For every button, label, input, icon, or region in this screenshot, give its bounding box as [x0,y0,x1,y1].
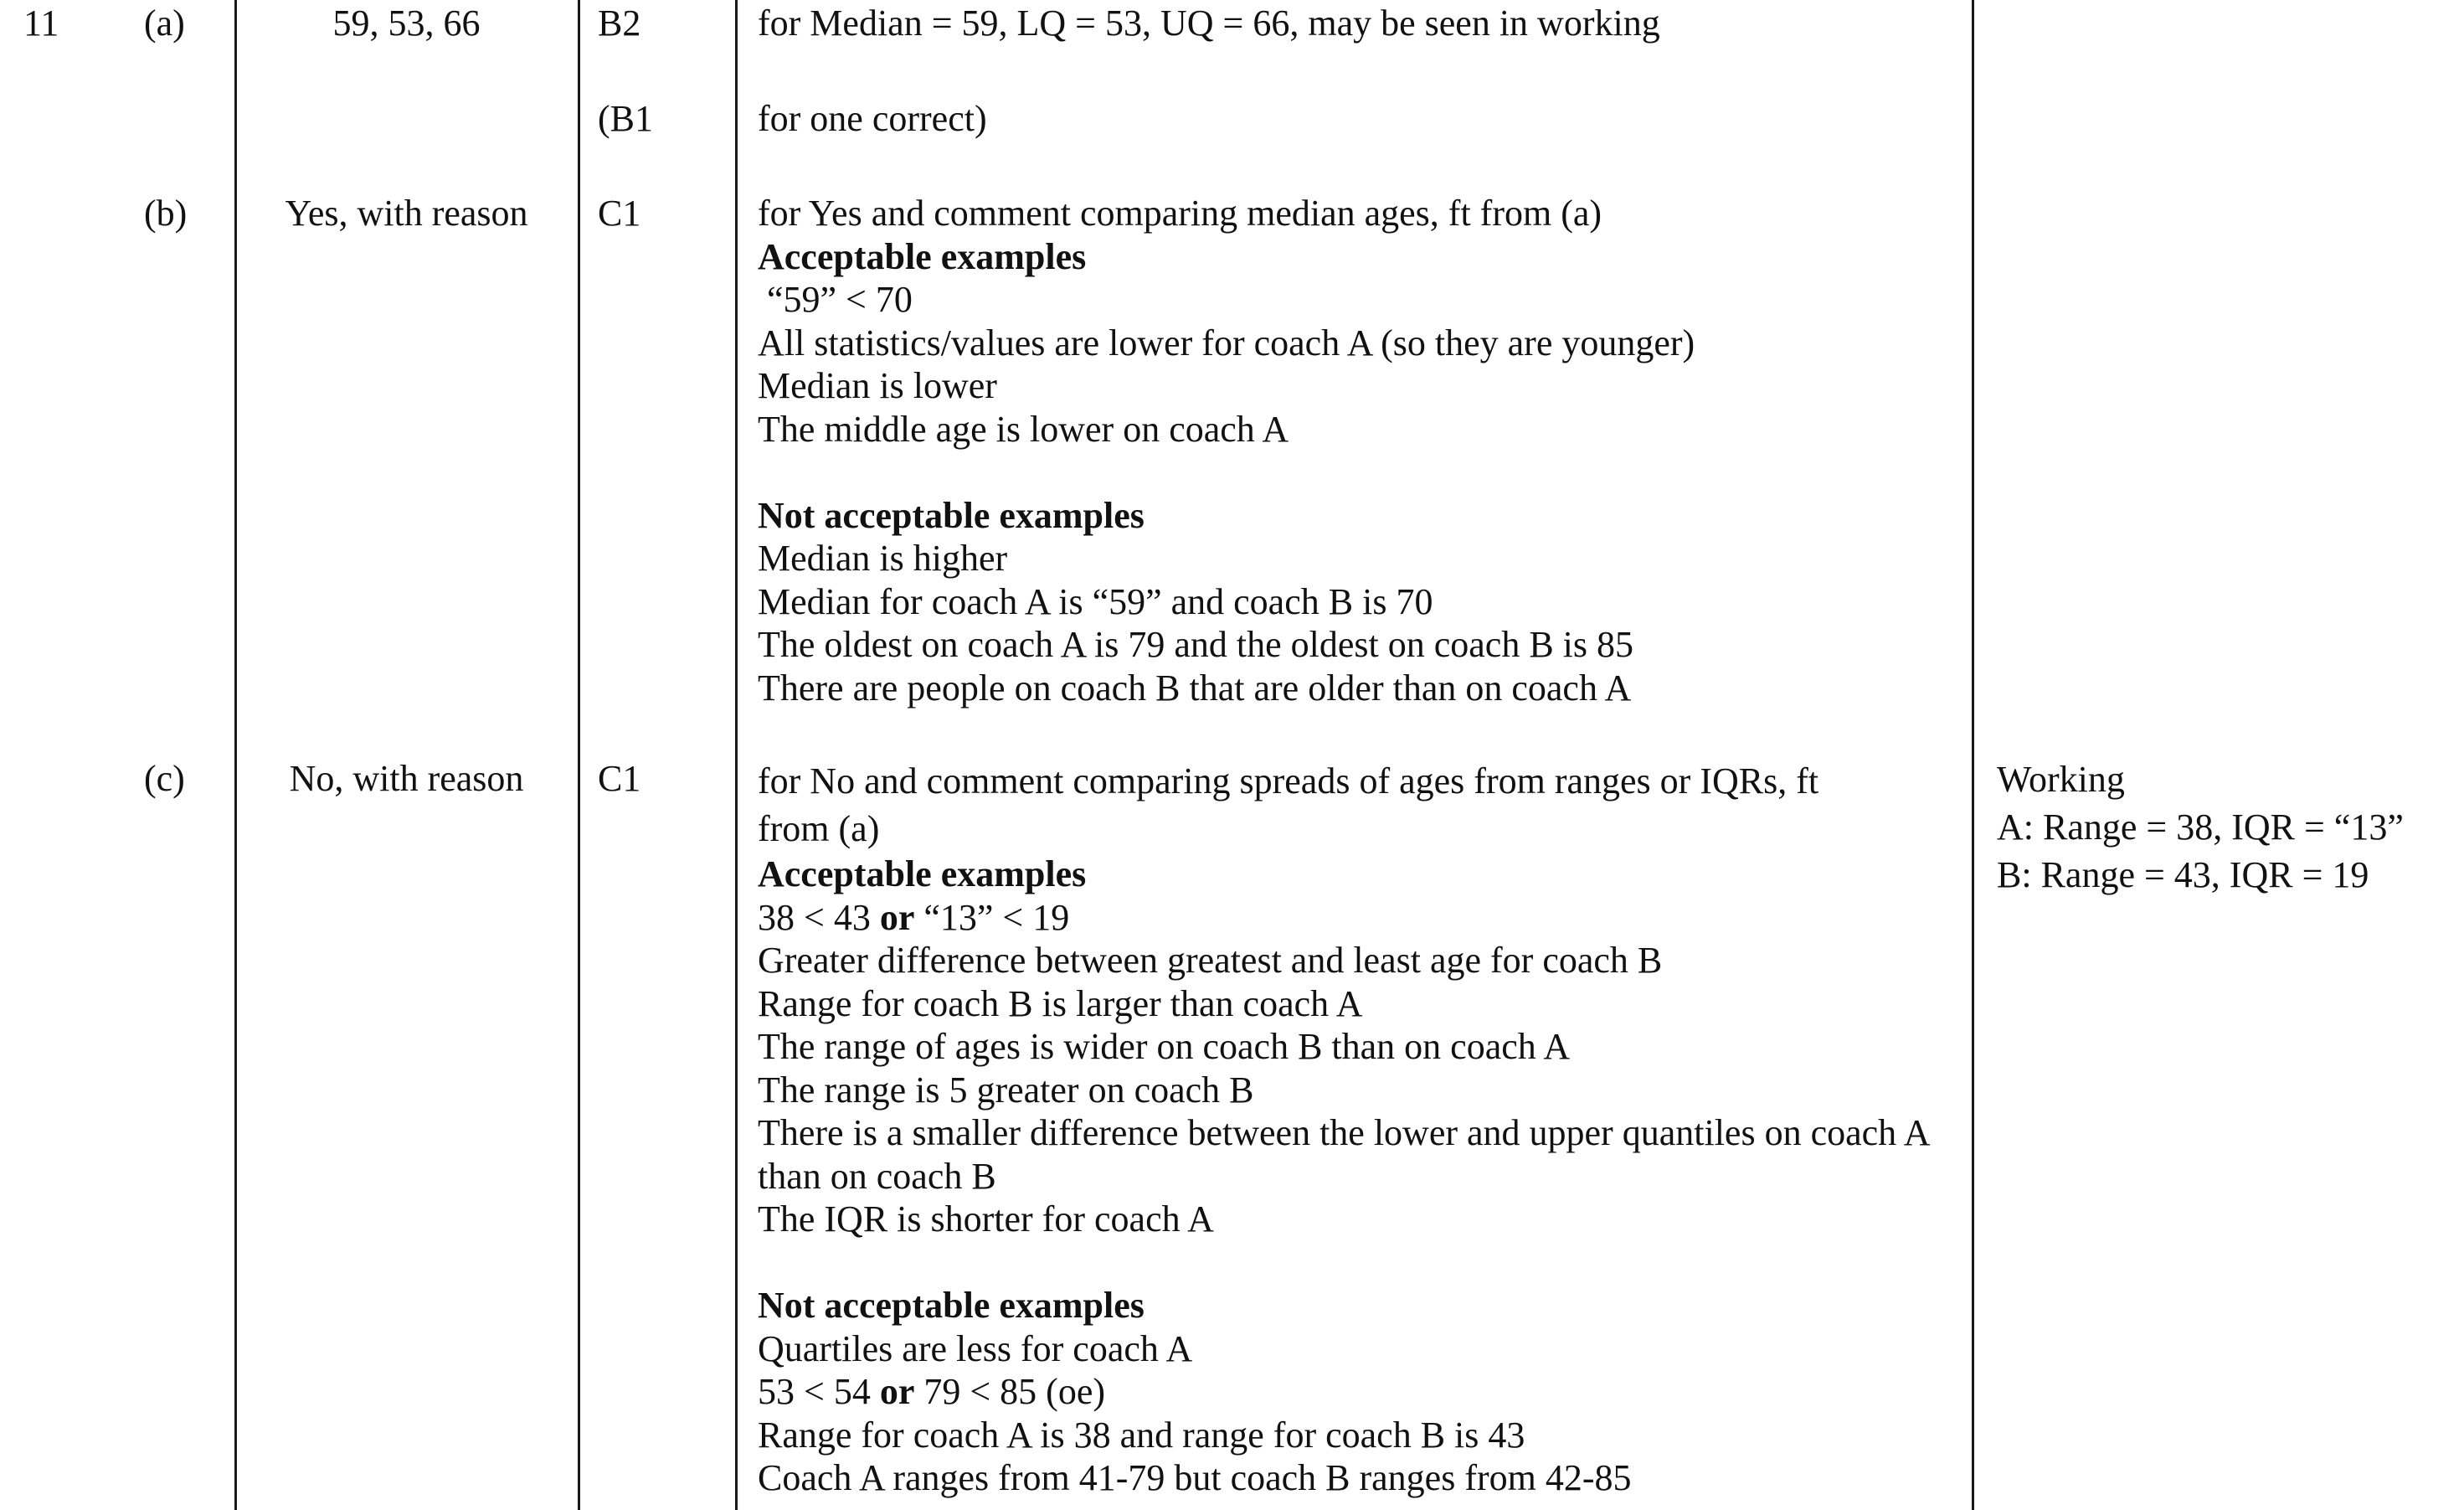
part-a-label: (a) [144,3,185,44]
part-c-not-acceptable-item: Coach A ranges from 41-79 but coach B ranges from 42-85 [758,1457,1632,1498]
working-notes [1997,755,2464,899]
working-title: Working [1997,759,2125,800]
column-rule-3 [735,0,738,1510]
part-b-acceptable-item: Median is lower [758,365,997,406]
part-a-note-1: for Median = 59, LQ = 53, UQ = 66, may be seen in working [758,3,1660,44]
part-c-mark: C1 [598,758,641,799]
part-b-not-acceptable-item: There are people on coach B that are older than on coach A [758,667,1632,709]
part-b-not-acceptable-item: Median is higher [758,538,1008,579]
part-c-acceptable-item: The IQR is shorter for coach A [758,1198,1214,1239]
part-c-acceptable-item: The range is 5 greater on coach B [758,1069,1254,1111]
part-b-acceptable-item: All statistics/values are lower for coach A (so they are younger) [758,322,1695,363]
part-c-acceptable-item: 38 < 43 or “13” < 19 [758,896,1070,938]
part-b-not-acceptable-heading: Not acceptable examples [758,494,1145,536]
part-b-mark: C1 [598,193,641,234]
part-c-notes [758,757,1963,1500]
part-b-not-acceptable-item: The oldest on coach A is 79 and the oldest on coach B is 85 [758,624,1634,665]
part-c-answer: No, with reason [289,758,524,799]
part-b-not-acceptable-item: Median for coach A is “59” and coach B is 70 [758,580,1433,622]
spacer [758,451,1963,494]
part-c-not-acceptable-heading: Not acceptable examples [758,1285,1145,1326]
part-c-acceptable-item: Range for coach B is larger than coach A [758,982,1363,1024]
column-rule-2 [578,0,580,1510]
part-b-intro: for Yes and comment comparing median ages, ft from (a) [758,193,1602,234]
part-c-intro-2: from (a) [758,808,880,849]
part-c-label: (c) [144,758,185,799]
part-b-acceptable-heading: Acceptable examples [758,235,1087,277]
part-c-acceptable-item: than on coach B [758,1155,996,1197]
part-b-acceptable-item: The middle age is lower on coach A [758,408,1289,450]
column-rule-4 [1972,0,1974,1510]
part-b-answer: Yes, with reason [285,193,528,234]
part-c-intro-1: for No and comment comparing spreads of ages from ranges or IQRs, ft [758,760,1819,801]
part-c-not-acceptable-item: Range for coach A is 38 and range for coach B is 43 [758,1414,1525,1456]
part-b-notes [758,192,1963,709]
part-a-mark-b1: (B1 [598,98,653,139]
working-coach-a: A: Range = 38, IQR = “13” [1997,807,2404,848]
part-b-label: (b) [144,193,188,234]
part-c-acceptable-heading: Acceptable examples [758,853,1087,894]
part-a-note-2: for one correct) [758,98,987,139]
working-coach-b: B: Range = 43, IQR = 19 [1997,854,2369,895]
part-c-acceptable-item: The range of ages is wider on coach B than on coach A [758,1026,1571,1067]
part-a-mark: B2 [598,3,641,44]
part-c-acceptable-item: Greater difference between greatest and least age for coach B [758,940,1663,981]
part-c-not-acceptable-item: 53 < 54 or 79 < 85 (oe) [758,1371,1106,1412]
part-a-answer: 59, 53, 66 [332,3,481,44]
part-c-not-acceptable-item: Quartiles are less for coach A [758,1327,1193,1369]
part-c-acceptable-item: There is a smaller difference between the lower and upper quantiles on coach A [758,1112,1931,1153]
spacer [758,1241,1963,1285]
part-b-acceptable-item: “59” < 70 [758,279,913,320]
question-number: 11 [23,3,59,44]
